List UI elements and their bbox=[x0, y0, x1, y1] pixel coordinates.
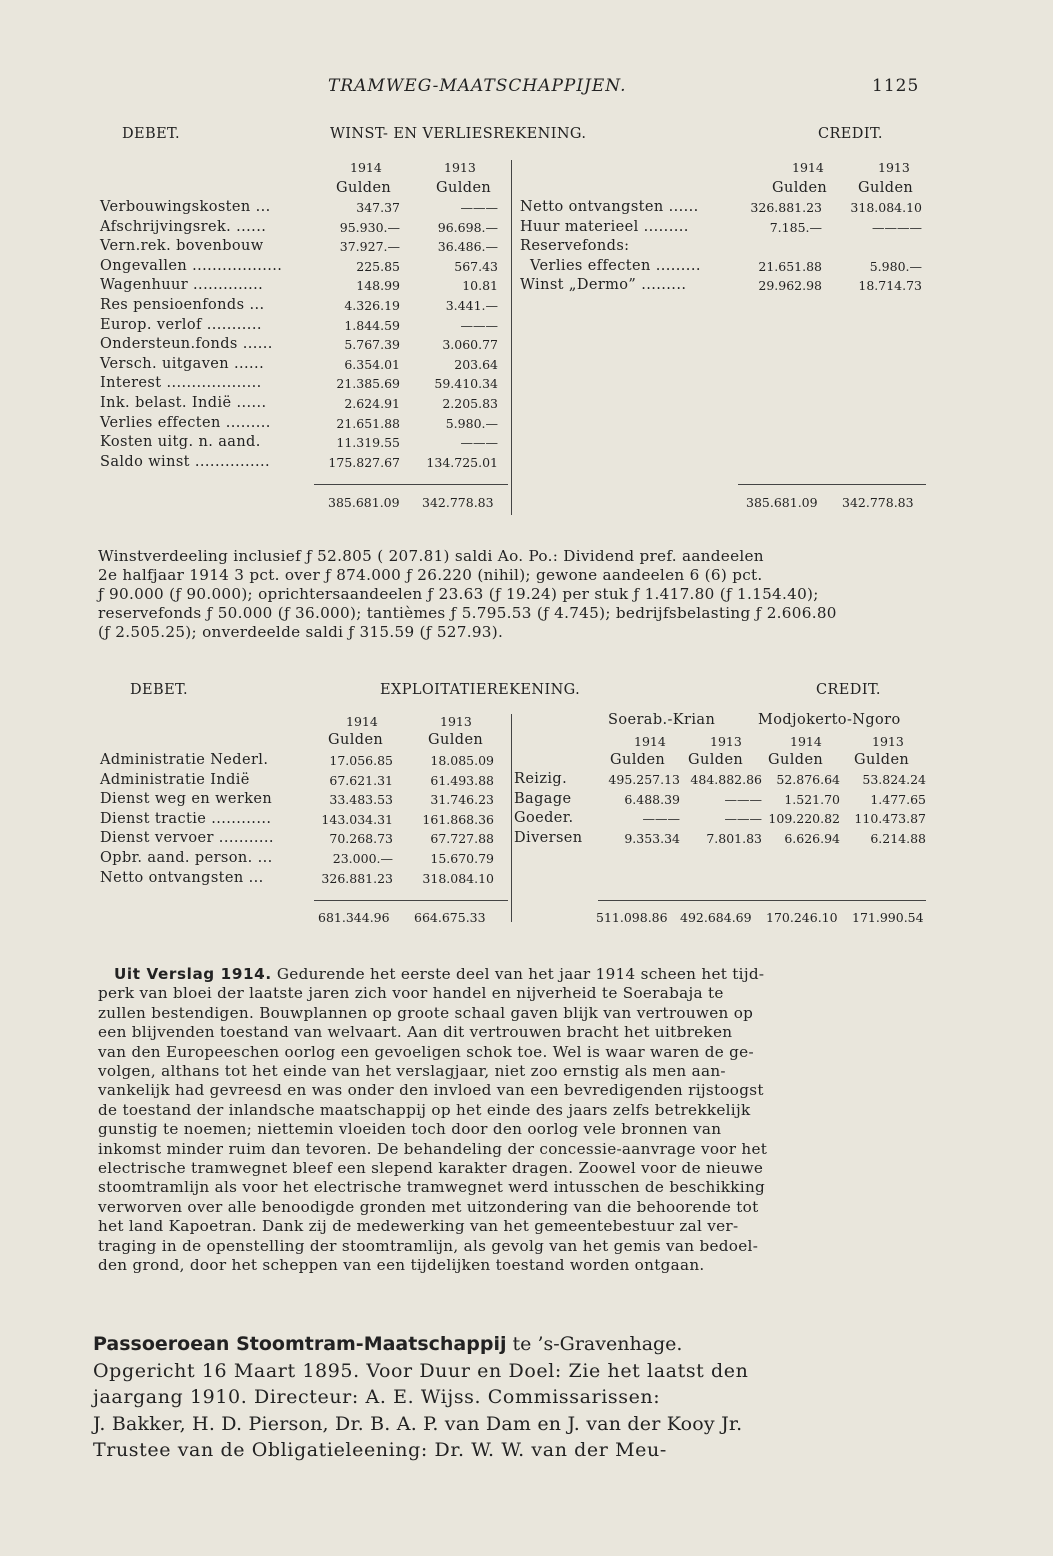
text-line: (ƒ 2.505.25); onverdeelde saldi ƒ 315.59 (ƒ 527.93). bbox=[98, 623, 504, 641]
text-line: volgen, althans tot het einde van het verslagjaar, niet zoo ernstig als men aan- bbox=[98, 1062, 726, 1081]
value-1914: 17.056.85 bbox=[329, 753, 393, 768]
value-1913: 96.698.— bbox=[437, 219, 498, 235]
text-line: het land Kapoetran. Dank zij de medewerking van het gemeentebestuur zal ver- bbox=[98, 1217, 739, 1236]
table-title: WINST- EN VERLIESREKENING. bbox=[330, 126, 587, 142]
line-modjokerto-ngoro: Modjokerto-Ngoro bbox=[758, 712, 901, 728]
total-value: 170.246.10 bbox=[766, 910, 838, 925]
value-1913: 67.727.88 bbox=[430, 831, 494, 847]
row-label: Versch. uitgaven ...... bbox=[100, 355, 265, 372]
year-1913: 1913 bbox=[440, 714, 472, 729]
row-label: Dienst weg en werken bbox=[100, 791, 273, 808]
row-label: Ink. belast. Indië ...... bbox=[100, 395, 267, 411]
text-line: traging in de openstelling der stoomtramlijn, als gevolg van het gemis van bedoel- bbox=[98, 1236, 759, 1255]
row-label: Verlies effecten ......... bbox=[100, 414, 271, 431]
value-cell: 6.488.39 bbox=[624, 791, 680, 807]
row-label: Europ. verlof ........... bbox=[100, 316, 262, 333]
value-cell: ——— bbox=[724, 791, 762, 807]
verslag-paragraph bbox=[98, 965, 926, 1276]
value-cell: 6.626.94 bbox=[784, 830, 840, 846]
row-label: Wagenhuur .............. bbox=[100, 277, 264, 294]
text-line: vankelijk had gevreesd en was onder den invloed van een bevredigenden rijstoogst bbox=[98, 1081, 764, 1100]
value-1913: 161.868.36 bbox=[422, 811, 494, 827]
value-1913: 5.980.— bbox=[445, 415, 498, 431]
year-1913: 1913 bbox=[710, 734, 742, 749]
value-cell: 484.882.86 bbox=[690, 772, 762, 787]
year-1914: 1914 bbox=[790, 734, 822, 749]
unit-label: Gulden bbox=[688, 752, 744, 768]
value-1914: 148.99 bbox=[356, 278, 400, 294]
value-1913: 3.060.77 bbox=[442, 337, 498, 353]
text-line: Trustee van de Obligatieleening: Dr. W. W. van der Meu- bbox=[93, 1439, 667, 1461]
value-1913: 5.980.— bbox=[869, 258, 922, 274]
unit-label: Gulden bbox=[428, 732, 484, 748]
value-1914: 21.651.88 bbox=[336, 415, 400, 431]
year-1913: 1913 bbox=[872, 734, 904, 749]
company-line bbox=[93, 1331, 933, 1358]
text-line: stoomtramlijn als voor het electrische tramwegnet werd intusschen de beschikking bbox=[98, 1178, 766, 1197]
value-1914: 326.881.23 bbox=[750, 200, 822, 215]
text-line: Opgericht 16 Maart 1895. Voor Duur en Doel: Zie het laatst den bbox=[93, 1359, 749, 1382]
value-1913: 2.205.83 bbox=[442, 396, 498, 411]
value-1914: 11.319.55 bbox=[336, 435, 400, 451]
text-line: gunstig te noemen; niettemin vloeiden toch door den oorlog vele bronnen van bbox=[98, 1120, 722, 1139]
total-value: 342.778.83 bbox=[422, 495, 494, 510]
credit-label: CREDIT. bbox=[816, 682, 881, 698]
value-1913: 203.64 bbox=[454, 356, 498, 372]
value-1913: ——— bbox=[460, 435, 498, 451]
value-1913: 18.714.73 bbox=[858, 278, 922, 294]
row-label: Bagage bbox=[514, 790, 572, 807]
value-cell: 1.477.65 bbox=[870, 791, 926, 807]
text-fragment: Gedurende het eerste deel van het jaar 1914 scheen het tijd- bbox=[276, 965, 765, 983]
value-1913: 134.725.01 bbox=[426, 454, 498, 470]
total-value: 511.098.86 bbox=[596, 910, 668, 925]
value-1914: 95.930.— bbox=[339, 219, 400, 235]
company-seat: te ’s-Gravenhage. bbox=[506, 1333, 683, 1355]
text-line: den grond, door het scheppen van een tijdelijken toestand worden ontgaan. bbox=[98, 1256, 705, 1275]
company-details bbox=[93, 1358, 933, 1464]
value-cell: 6.214.88 bbox=[870, 830, 926, 846]
text-line: 2e halfjaar 1914 3 pct. over ƒ 874.000 ƒ 26.220 (nihil); gewone aandeelen 6 (6) pct. bbox=[98, 566, 763, 584]
value-1914: 6.354.01 bbox=[344, 356, 400, 372]
value-1914: 326.881.23 bbox=[321, 870, 393, 886]
value-1913: 36.486.— bbox=[437, 239, 498, 255]
year-1914: 1914 bbox=[346, 714, 378, 729]
value-1914: 5.767.39 bbox=[344, 337, 400, 353]
value-1914: 2.624.91 bbox=[344, 396, 400, 411]
value-1914: 23.000.— bbox=[332, 851, 393, 866]
value-1914: 21.651.88 bbox=[758, 258, 822, 274]
value-1913: 61.493.88 bbox=[430, 772, 494, 788]
total-rule bbox=[314, 900, 508, 901]
value-1914: 37.927.— bbox=[339, 239, 400, 255]
value-cell: ——— bbox=[724, 811, 762, 827]
value-1913: ——— bbox=[460, 317, 498, 333]
row-label: Saldo winst ............... bbox=[100, 453, 271, 470]
value-1914: 67.621.31 bbox=[329, 772, 393, 788]
value-1914: 70.268.73 bbox=[329, 831, 393, 847]
value-cell: 52.876.64 bbox=[776, 772, 840, 787]
text-line: ƒ 90.000 (ƒ 90.000); oprichtersaandeelen ƒ 23.63 (ƒ 19.24) per stuk ƒ 1.417.80 (ƒ 1.154.40); bbox=[98, 585, 819, 603]
value-1913: 318.084.10 bbox=[850, 200, 922, 215]
running-title: TRAMWEG-MAATSCHAPPIJEN. bbox=[328, 76, 627, 96]
year-1914: 1914 bbox=[634, 734, 666, 749]
row-label: Winst „Dermo” ......... bbox=[520, 277, 687, 294]
row-label: Netto ontvangsten ... bbox=[100, 869, 264, 886]
value-1913: 59.410.34 bbox=[434, 376, 498, 392]
company-name: Passoeroean Stoomtram-Maatschappij bbox=[93, 1333, 507, 1355]
value-cell: ——— bbox=[642, 811, 680, 827]
value-1914: 175.827.67 bbox=[328, 454, 400, 470]
value-cell: 53.824.24 bbox=[862, 772, 926, 787]
credit-label: CREDIT. bbox=[818, 126, 883, 142]
unit-label: Gulden bbox=[858, 180, 914, 196]
unit-label: Gulden bbox=[436, 180, 492, 196]
row-label: Interest ................... bbox=[100, 375, 262, 392]
value-cell: 109.220.82 bbox=[768, 811, 840, 827]
row-label: Dienst tractie ............ bbox=[100, 810, 272, 827]
row-label: Verbouwingskosten ... bbox=[100, 199, 271, 215]
unit-label: Gulden bbox=[336, 180, 392, 196]
year-1914: 1914 bbox=[792, 160, 824, 175]
row-label: Ongevallen .................. bbox=[100, 257, 283, 274]
unit-label: Gulden bbox=[854, 752, 910, 768]
row-label: Administratie Indië bbox=[100, 771, 250, 788]
winstverdeeling-paragraph bbox=[98, 547, 928, 642]
text-line: reservefonds ƒ 50.000 (ƒ 36.000); tantièmes ƒ 5.795.53 (ƒ 4.745); bedrijfsbelasting ƒ 2.606.80 bbox=[98, 604, 837, 622]
total-value: 681.344.96 bbox=[318, 910, 390, 925]
text-line: Winstverdeeling inclusief ƒ 52.805 ( 207.81) saldi Ao. Po.: Dividend pref. aandeelen bbox=[98, 547, 764, 565]
row-label: Reizig. bbox=[514, 771, 568, 787]
text-line bbox=[114, 965, 926, 984]
text-line: de toestand der inlandsche maatschappij op het einde des jaars zelfs betrekkelijk bbox=[98, 1100, 751, 1119]
total-value: 342.778.83 bbox=[842, 495, 914, 510]
year-1913: 1913 bbox=[444, 160, 476, 175]
value-1914: 4.326.19 bbox=[344, 298, 400, 313]
unit-label: Gulden bbox=[610, 752, 666, 768]
row-label: Diversen bbox=[514, 829, 583, 846]
total-value: 664.675.33 bbox=[414, 910, 486, 925]
table-title: EXPLOITATIEREKENING. bbox=[380, 682, 581, 698]
value-cell: 7.801.83 bbox=[706, 830, 762, 846]
row-label: Verlies effecten ......... bbox=[520, 257, 701, 274]
text-line: jaargang 1910. Directeur: A. E. Wijss. Commissarissen: bbox=[93, 1386, 661, 1408]
total-rule bbox=[738, 484, 926, 485]
value-1914: 347.37 bbox=[356, 200, 400, 215]
value-cell: 110.473.87 bbox=[854, 811, 926, 827]
year-1914: 1914 bbox=[350, 160, 382, 175]
value-cell: 9.353.34 bbox=[624, 830, 680, 846]
row-label: Res pensioenfonds ... bbox=[100, 297, 265, 313]
value-cell: 1.521.70 bbox=[784, 791, 840, 807]
value-1913: 15.670.79 bbox=[430, 851, 494, 866]
value-1914: 21.385.69 bbox=[336, 376, 400, 392]
row-label: Dienst vervoer ........... bbox=[100, 830, 274, 847]
value-1913: 10.81 bbox=[462, 278, 498, 294]
text-line: van den Europeeschen oorlog een gevoeligen schok toe. Wel is waar waren de ge- bbox=[98, 1042, 754, 1061]
text-line: verworven over alle benoodigde gronden met uitzondering van die behoorende tot bbox=[98, 1197, 759, 1216]
unit-label: Gulden bbox=[768, 752, 824, 768]
debet-label: DEBET. bbox=[130, 682, 188, 698]
value-1913: 31.746.23 bbox=[430, 792, 494, 808]
value-1914: 33.483.53 bbox=[329, 792, 393, 808]
text-line: perk van bloei der laatste jaren zich voor handel en nijverheid te Soerabaja te bbox=[98, 984, 724, 1003]
row-label: Reservefonds: bbox=[520, 238, 630, 255]
row-label: Goeder. bbox=[514, 810, 574, 827]
row-label: Huur materieel ......... bbox=[520, 218, 689, 235]
passoeroean-entry bbox=[93, 1331, 933, 1464]
value-1913: ———— bbox=[872, 219, 922, 235]
unit-label: Gulden bbox=[772, 180, 828, 196]
value-1914: 143.034.31 bbox=[321, 811, 393, 827]
value-1914: 1.844.59 bbox=[344, 317, 400, 333]
row-label: Afschrijvingsrek. ...... bbox=[100, 218, 267, 235]
value-1913: ——— bbox=[460, 200, 498, 215]
value-1914: 225.85 bbox=[356, 258, 400, 274]
row-label: Netto ontvangsten ...... bbox=[520, 199, 699, 215]
column-divider bbox=[511, 714, 512, 922]
total-value: 492.684.69 bbox=[680, 910, 752, 925]
text-line: inkomst minder ruim dan tevoren. De behandeling der concessie-aanvrage voor het bbox=[98, 1139, 768, 1158]
line-soerab-krian: Soerab.-Krian bbox=[608, 712, 716, 728]
text-line: electrische tramwegnet bleef een slepend karakter dragen. Zoowel voor de nieuwe bbox=[98, 1159, 764, 1178]
value-1914: 29.962.98 bbox=[758, 278, 822, 294]
row-label: Opbr. aand. person. ... bbox=[100, 850, 273, 866]
row-label: Ondersteun.fonds ...... bbox=[100, 336, 273, 353]
text-line: een blijvenden toestand van welvaart. Aan dit vertrouwen bracht het uitbreken bbox=[98, 1023, 733, 1042]
total-rule bbox=[314, 484, 508, 485]
text-line: zullen bestendigen. Bouwplannen op groote schaal gaven blijk van vertrouwen op bbox=[98, 1003, 754, 1022]
value-1913: 18.085.09 bbox=[430, 753, 494, 768]
value-1913: 318.084.10 bbox=[422, 870, 494, 886]
total-value: 385.681.09 bbox=[328, 495, 400, 510]
total-rule bbox=[598, 900, 926, 901]
text-line: J. Bakker, H. D. Pierson, Dr. B. A. P. van Dam en J. van der Kooy Jr. bbox=[93, 1412, 743, 1435]
value-1914: 7.185.— bbox=[769, 219, 822, 235]
value-1913: 3.441.— bbox=[445, 298, 498, 313]
row-label: Vern.rek. bovenbouw bbox=[100, 238, 264, 255]
total-value: 171.990.54 bbox=[852, 910, 924, 925]
value-1913: 567.43 bbox=[454, 258, 498, 274]
value-cell: 495.257.13 bbox=[608, 772, 680, 787]
row-label: Administratie Nederl. bbox=[100, 752, 269, 768]
page-number: 1125 bbox=[872, 76, 920, 96]
unit-label: Gulden bbox=[328, 732, 384, 748]
verslag-label: Uit Verslag 1914. bbox=[114, 965, 272, 983]
debet-label: DEBET. bbox=[122, 126, 180, 142]
row-label: Kosten uitg. n. aand. bbox=[100, 434, 261, 451]
total-value: 385.681.09 bbox=[746, 495, 818, 510]
year-1913: 1913 bbox=[878, 160, 910, 175]
column-divider bbox=[511, 160, 512, 515]
